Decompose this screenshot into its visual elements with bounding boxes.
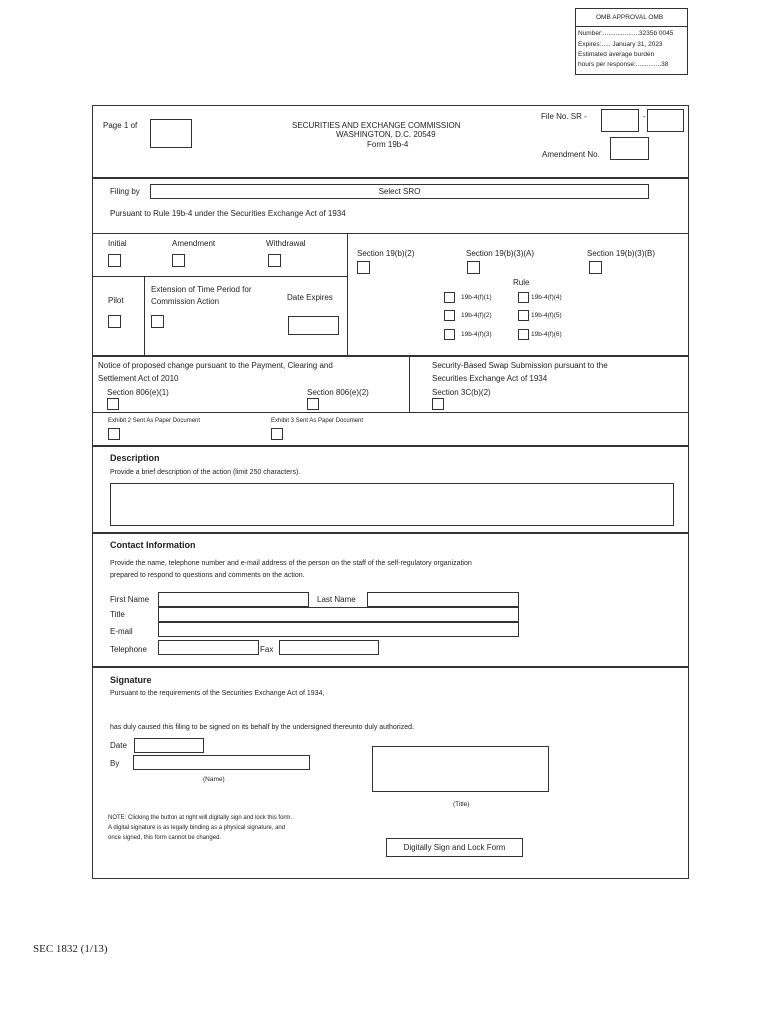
divider xyxy=(92,276,348,277)
amendment-label: Amendment xyxy=(172,239,216,248)
pilot-label: Pilot xyxy=(108,296,124,305)
title-label: Title xyxy=(110,610,125,619)
exhibit-3-label: Exhibit 3 Sent As Paper Document xyxy=(271,418,364,424)
signature-note-3: once signed, this form cannot be changed. xyxy=(108,835,222,841)
contact-title: Contact Information xyxy=(110,540,196,550)
contact-hint-2: prepared to respond to questions and comments on the action. xyxy=(110,572,305,579)
section-806e2-checkbox[interactable] xyxy=(307,398,319,410)
omb-number: Number:....................3235b 0045 xyxy=(578,30,674,37)
divider xyxy=(92,233,689,234)
signature-pursuant: Pursuant to the requirements of the Securities Exchange Act of 1934, xyxy=(110,690,325,697)
file-no-input-2[interactable] xyxy=(647,109,684,132)
rule-f6-checkbox[interactable] xyxy=(518,329,529,340)
omb-burden-2: hours per response:..............38 xyxy=(578,61,669,68)
digitally-sign-button-label: Digitally Sign and Lock Form xyxy=(403,843,506,852)
omb-divider xyxy=(575,26,688,27)
rule-f3-checkbox[interactable] xyxy=(444,329,455,340)
rule-f1-label: 19b-4(f)(1) xyxy=(461,294,492,301)
omb-title: OMB APPROVAL OMB xyxy=(596,14,664,21)
withdrawal-label: Withdrawal xyxy=(266,239,306,248)
file-no-label: File No. SR - xyxy=(541,112,587,121)
email-input[interactable] xyxy=(158,622,519,637)
withdrawal-checkbox[interactable] xyxy=(268,254,281,267)
telephone-input[interactable] xyxy=(158,640,259,655)
pilot-checkbox[interactable] xyxy=(108,315,121,328)
agency-city: WASHINGTON, D.C. 20549 xyxy=(336,130,436,139)
by-label: By xyxy=(110,759,120,768)
select-sro-dropdown[interactable] xyxy=(150,184,649,199)
section-19b2-checkbox[interactable] xyxy=(357,261,370,274)
divider xyxy=(347,233,348,356)
swap-line-2: Securities Exchange Act of 1934 xyxy=(432,374,548,383)
amendment-checkbox[interactable] xyxy=(172,254,185,267)
divider xyxy=(92,666,689,668)
extension-label-1: Extension of Time Period for xyxy=(151,285,252,294)
last-name-input[interactable] xyxy=(367,592,519,607)
amendment-no-input[interactable] xyxy=(610,137,649,160)
name-caption: (Name) xyxy=(203,776,225,783)
section-19b3a-checkbox[interactable] xyxy=(467,261,480,274)
omb-burden-1: Estimated average burden xyxy=(578,51,655,58)
divider xyxy=(409,356,410,413)
description-title: Description xyxy=(110,453,160,463)
agency-name: SECURITIES AND EXCHANGE COMMISSION xyxy=(292,121,461,130)
file-no-dash: - xyxy=(643,112,646,121)
exhibit-2-checkbox[interactable] xyxy=(108,428,120,440)
signature-note-1: NOTE: Clicking the button at right will digitally sign and lock this form. xyxy=(108,815,293,821)
signature-note-2: A digital signature is as legally binding as a physical signature, and xyxy=(108,825,286,831)
divider xyxy=(92,177,689,179)
notice-line-2: Settlement Act of 2010 xyxy=(98,374,179,383)
section-3cb2-label: Section 3C(b)(2) xyxy=(432,388,491,397)
section-19b3b-label: Section 19(b)(3)(B) xyxy=(587,249,656,258)
divider xyxy=(144,276,145,356)
signature-date-input[interactable] xyxy=(134,738,204,753)
title-caption: (Title) xyxy=(453,801,470,808)
rule-f4-checkbox[interactable] xyxy=(518,292,529,303)
section-806e1-label: Section 806(e)(1) xyxy=(107,388,169,397)
swap-line-1: Security-Based Swap Submission pursuant to the xyxy=(432,361,608,370)
divider xyxy=(92,355,689,357)
amendment-no-label: Amendment No. xyxy=(542,150,600,159)
email-label: E-mail xyxy=(110,627,133,636)
filing-by-label: Filing by xyxy=(110,187,140,196)
rule-f2-checkbox[interactable] xyxy=(444,310,455,321)
section-806e1-checkbox[interactable] xyxy=(107,398,119,410)
telephone-label: Telephone xyxy=(110,645,147,654)
section-19b2-label: Section 19(b)(2) xyxy=(357,249,415,258)
signature-title: Signature xyxy=(110,675,152,685)
fax-input[interactable] xyxy=(279,640,379,655)
rule-f6-label: 19b-4(f)(6) xyxy=(531,331,562,338)
rule-label: Rule xyxy=(513,278,530,287)
fax-label: Fax xyxy=(260,645,274,654)
section-19b3a-label: Section 19(b)(3)(A) xyxy=(466,249,535,258)
first-name-input[interactable] xyxy=(158,592,309,607)
section-19b3b-checkbox[interactable] xyxy=(589,261,602,274)
rule-f4-label: 19b-4(f)(4) xyxy=(531,294,562,301)
page-count-input[interactable] xyxy=(150,119,192,148)
rule-f2-label: 19b-4(f)(2) xyxy=(461,312,492,319)
rule-f5-checkbox[interactable] xyxy=(518,310,529,321)
file-no-input-1[interactable] xyxy=(601,109,639,132)
initial-label: Initial xyxy=(108,239,127,248)
initial-checkbox[interactable] xyxy=(108,254,121,267)
notice-line-1: Notice of proposed change pursuant to the Payment, Clearing and xyxy=(98,361,333,370)
rule-f5-label: 19b-4(f)(5) xyxy=(531,312,562,319)
pursuant-rule: Pursuant to Rule 19b-4 under the Securities Exchange Act of 1934 xyxy=(110,209,346,218)
first-name-label: First Name xyxy=(110,595,150,604)
date-label: Date xyxy=(110,741,127,750)
extension-checkbox[interactable] xyxy=(151,315,164,328)
divider xyxy=(92,445,689,447)
page-label: Page 1 of xyxy=(103,121,138,130)
omb-expires: Expires:..... January 31, 2023 xyxy=(578,41,663,48)
description-textarea[interactable] xyxy=(110,483,674,526)
form-id: SEC 1832 (1/13) xyxy=(33,943,108,955)
title-input[interactable] xyxy=(158,607,519,622)
signature-caused: has duly caused this filing to be signed on its behalf by the undersigned thereunto duly authorized. xyxy=(110,724,414,731)
signature-by-input[interactable] xyxy=(133,755,310,770)
contact-hint-1: Provide the name, telephone number and e-mail address of the person on the staff of the self-regulatory organization xyxy=(110,560,472,567)
section-3cb2-checkbox[interactable] xyxy=(432,398,444,410)
exhibit-2-label: Exhibit 2 Sent As Paper Document xyxy=(108,418,201,424)
description-hint: Provide a brief description of the action (limit 250 characters). xyxy=(110,469,301,476)
divider xyxy=(92,412,689,413)
signature-title-input[interactable] xyxy=(372,746,549,792)
rule-f1-checkbox[interactable] xyxy=(444,292,455,303)
section-806e2-label: Section 806(e)(2) xyxy=(307,388,369,397)
form-number: Form 19b-4 xyxy=(367,140,409,149)
digitally-sign-button[interactable] xyxy=(386,838,523,857)
rule-f3-label: 19b-4(f)(3) xyxy=(461,331,492,338)
exhibit-3-checkbox[interactable] xyxy=(271,428,283,440)
date-expires-input[interactable] xyxy=(288,316,339,335)
divider xyxy=(92,532,689,534)
last-name-label: Last Name xyxy=(317,595,356,604)
date-expires-label: Date Expires xyxy=(287,293,333,302)
extension-label-2: Commission Action xyxy=(151,297,220,306)
select-sro-value: Select SRO xyxy=(378,187,421,196)
